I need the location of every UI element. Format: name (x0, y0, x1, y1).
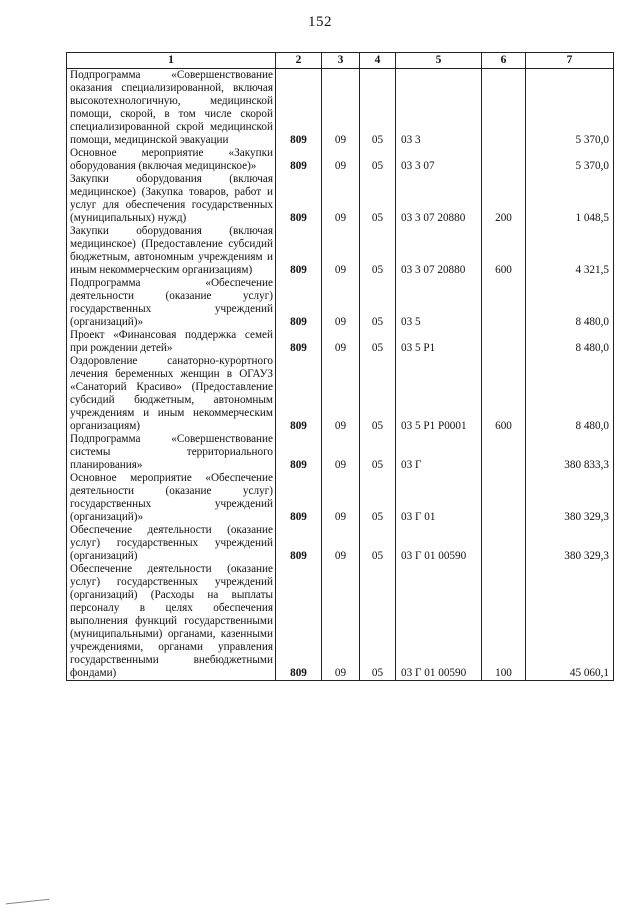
column-header-4: 4 (360, 53, 396, 69)
row-target-article: 03 Г 01 (396, 472, 482, 524)
row-subsection: 05 (360, 355, 396, 433)
row-expense-type (482, 524, 526, 563)
table-row (67, 355, 614, 433)
budget-table (66, 52, 614, 681)
row-description: Подпрограмма «Обеспечение деятельности (оказание услуг) государственных учреждений (организаций)» (67, 277, 276, 329)
column-header-3: 3 (322, 53, 360, 69)
row-amount: 45 060,1 (526, 563, 614, 681)
row-grbs-code: 809 (276, 355, 322, 433)
row-target-article: 03 5 Р1 Р0001 (396, 355, 482, 433)
row-grbs-code: 809 (276, 69, 322, 148)
row-amount: 4 321,5 (526, 225, 614, 277)
row-target-article: 03 5 Р1 (396, 329, 482, 355)
row-expense-type (482, 147, 526, 173)
row-description: Основное мероприятие «Закупки оборудования (включая медицинское)» (67, 147, 276, 173)
row-expense-type: 200 (482, 173, 526, 225)
row-amount: 380 329,3 (526, 472, 614, 524)
row-section: 09 (322, 563, 360, 681)
table-row (67, 277, 614, 329)
row-grbs-code: 809 (276, 524, 322, 563)
row-section: 09 (322, 277, 360, 329)
row-target-article: 03 Г (396, 433, 482, 472)
row-subsection: 05 (360, 277, 396, 329)
row-target-article: 03 3 07 20880 (396, 173, 482, 225)
table-row (67, 173, 614, 225)
row-grbs-code: 809 (276, 173, 322, 225)
row-target-article: 03 Г 01 00590 (396, 563, 482, 681)
row-subsection: 05 (360, 472, 396, 524)
row-section: 09 (322, 433, 360, 472)
row-amount: 5 370,0 (526, 69, 614, 148)
table-row (67, 69, 614, 148)
row-grbs-code: 809 (276, 433, 322, 472)
row-section: 09 (322, 329, 360, 355)
row-amount: 380 833,3 (526, 433, 614, 472)
row-description: Закупки оборудования (включая медицинское) (Предоставление субсидий бюджетным, автономным учреждениям и иным некоммерческим организациям) (67, 225, 276, 277)
row-amount: 380 329,3 (526, 524, 614, 563)
row-subsection: 05 (360, 329, 396, 355)
table-row (67, 225, 614, 277)
table-row (67, 433, 614, 472)
row-description: Оздоровление санаторно-курортного лечения беременных женщин в ОГАУЗ «Санаторий Красиво» (Предоставление субсидий бюджетным, автономным учреждениям и иным некоммерческим организациям) (67, 355, 276, 433)
row-grbs-code: 809 (276, 225, 322, 277)
row-amount: 8 480,0 (526, 355, 614, 433)
scan-artifact (6, 899, 50, 911)
row-description: Подпрограмма «Совершенствование оказания специализированной, включая высокотехнологичную, медицинской помощи, скорой, в том числе скорой специализированной скрой медицинской помощи, медицинской эвакуации (67, 69, 276, 148)
row-grbs-code: 809 (276, 147, 322, 173)
row-subsection: 05 (360, 147, 396, 173)
table-row (67, 147, 614, 173)
row-section: 09 (322, 472, 360, 524)
row-expense-type (482, 69, 526, 148)
row-expense-type (482, 433, 526, 472)
row-description: Обеспечение деятельности (оказание услуг) государственных учреждений (организаций) (67, 524, 276, 563)
row-subsection: 05 (360, 173, 396, 225)
table-header-row (67, 53, 614, 69)
row-expense-type: 600 (482, 355, 526, 433)
table-row (67, 563, 614, 681)
column-header-1: 1 (67, 53, 276, 69)
row-target-article: 03 3 07 (396, 147, 482, 173)
column-header-6: 6 (482, 53, 526, 69)
row-section: 09 (322, 147, 360, 173)
row-expense-type: 600 (482, 225, 526, 277)
row-expense-type: 100 (482, 563, 526, 681)
row-description: Основное мероприятие «Обеспечение деятельности (оказание услуг) государственных учреждений (организаций)» (67, 472, 276, 524)
row-expense-type (482, 472, 526, 524)
row-grbs-code: 809 (276, 329, 322, 355)
row-description: Обеспечение деятельности (оказание услуг) государственных учреждений (организаций) (Расходы на выплаты персоналу в целях обеспечения выполнения функций государственными (муниципальными) органами, казенными учреждениями, органами управления государственными внебюджетными фондами) (67, 563, 276, 681)
row-grbs-code: 809 (276, 472, 322, 524)
row-section: 09 (322, 225, 360, 277)
table-row (67, 472, 614, 524)
row-target-article: 03 3 07 20880 (396, 225, 482, 277)
column-header-5: 5 (396, 53, 482, 69)
row-description: Закупки оборудования (включая медицинское) (Закупка товаров, работ и услуг для обеспечения государственных (муниципальных) нужд) (67, 173, 276, 225)
table-row (67, 329, 614, 355)
row-amount: 8 480,0 (526, 329, 614, 355)
row-target-article: 03 5 (396, 277, 482, 329)
row-subsection: 05 (360, 524, 396, 563)
page-number: 152 (308, 14, 332, 30)
row-subsection: 05 (360, 563, 396, 681)
column-header-2: 2 (276, 53, 322, 69)
row-section: 09 (322, 524, 360, 563)
row-expense-type (482, 277, 526, 329)
row-subsection: 05 (360, 433, 396, 472)
row-grbs-code: 809 (276, 563, 322, 681)
row-section: 09 (322, 69, 360, 148)
row-subsection: 05 (360, 69, 396, 148)
row-amount: 1 048,5 (526, 173, 614, 225)
column-header-7: 7 (526, 53, 614, 69)
row-section: 09 (322, 173, 360, 225)
row-target-article: 03 Г 01 00590 (396, 524, 482, 563)
row-expense-type (482, 329, 526, 355)
row-grbs-code: 809 (276, 277, 322, 329)
row-section: 09 (322, 355, 360, 433)
row-amount: 5 370,0 (526, 147, 614, 173)
row-target-article: 03 3 (396, 69, 482, 148)
row-amount: 8 480,0 (526, 277, 614, 329)
row-description: Подпрограмма «Совершенствование системы территориального планирования» (67, 433, 276, 472)
row-description: Проект «Финансовая поддержка семей при рождении детей» (67, 329, 276, 355)
row-subsection: 05 (360, 225, 396, 277)
table-row (67, 524, 614, 563)
